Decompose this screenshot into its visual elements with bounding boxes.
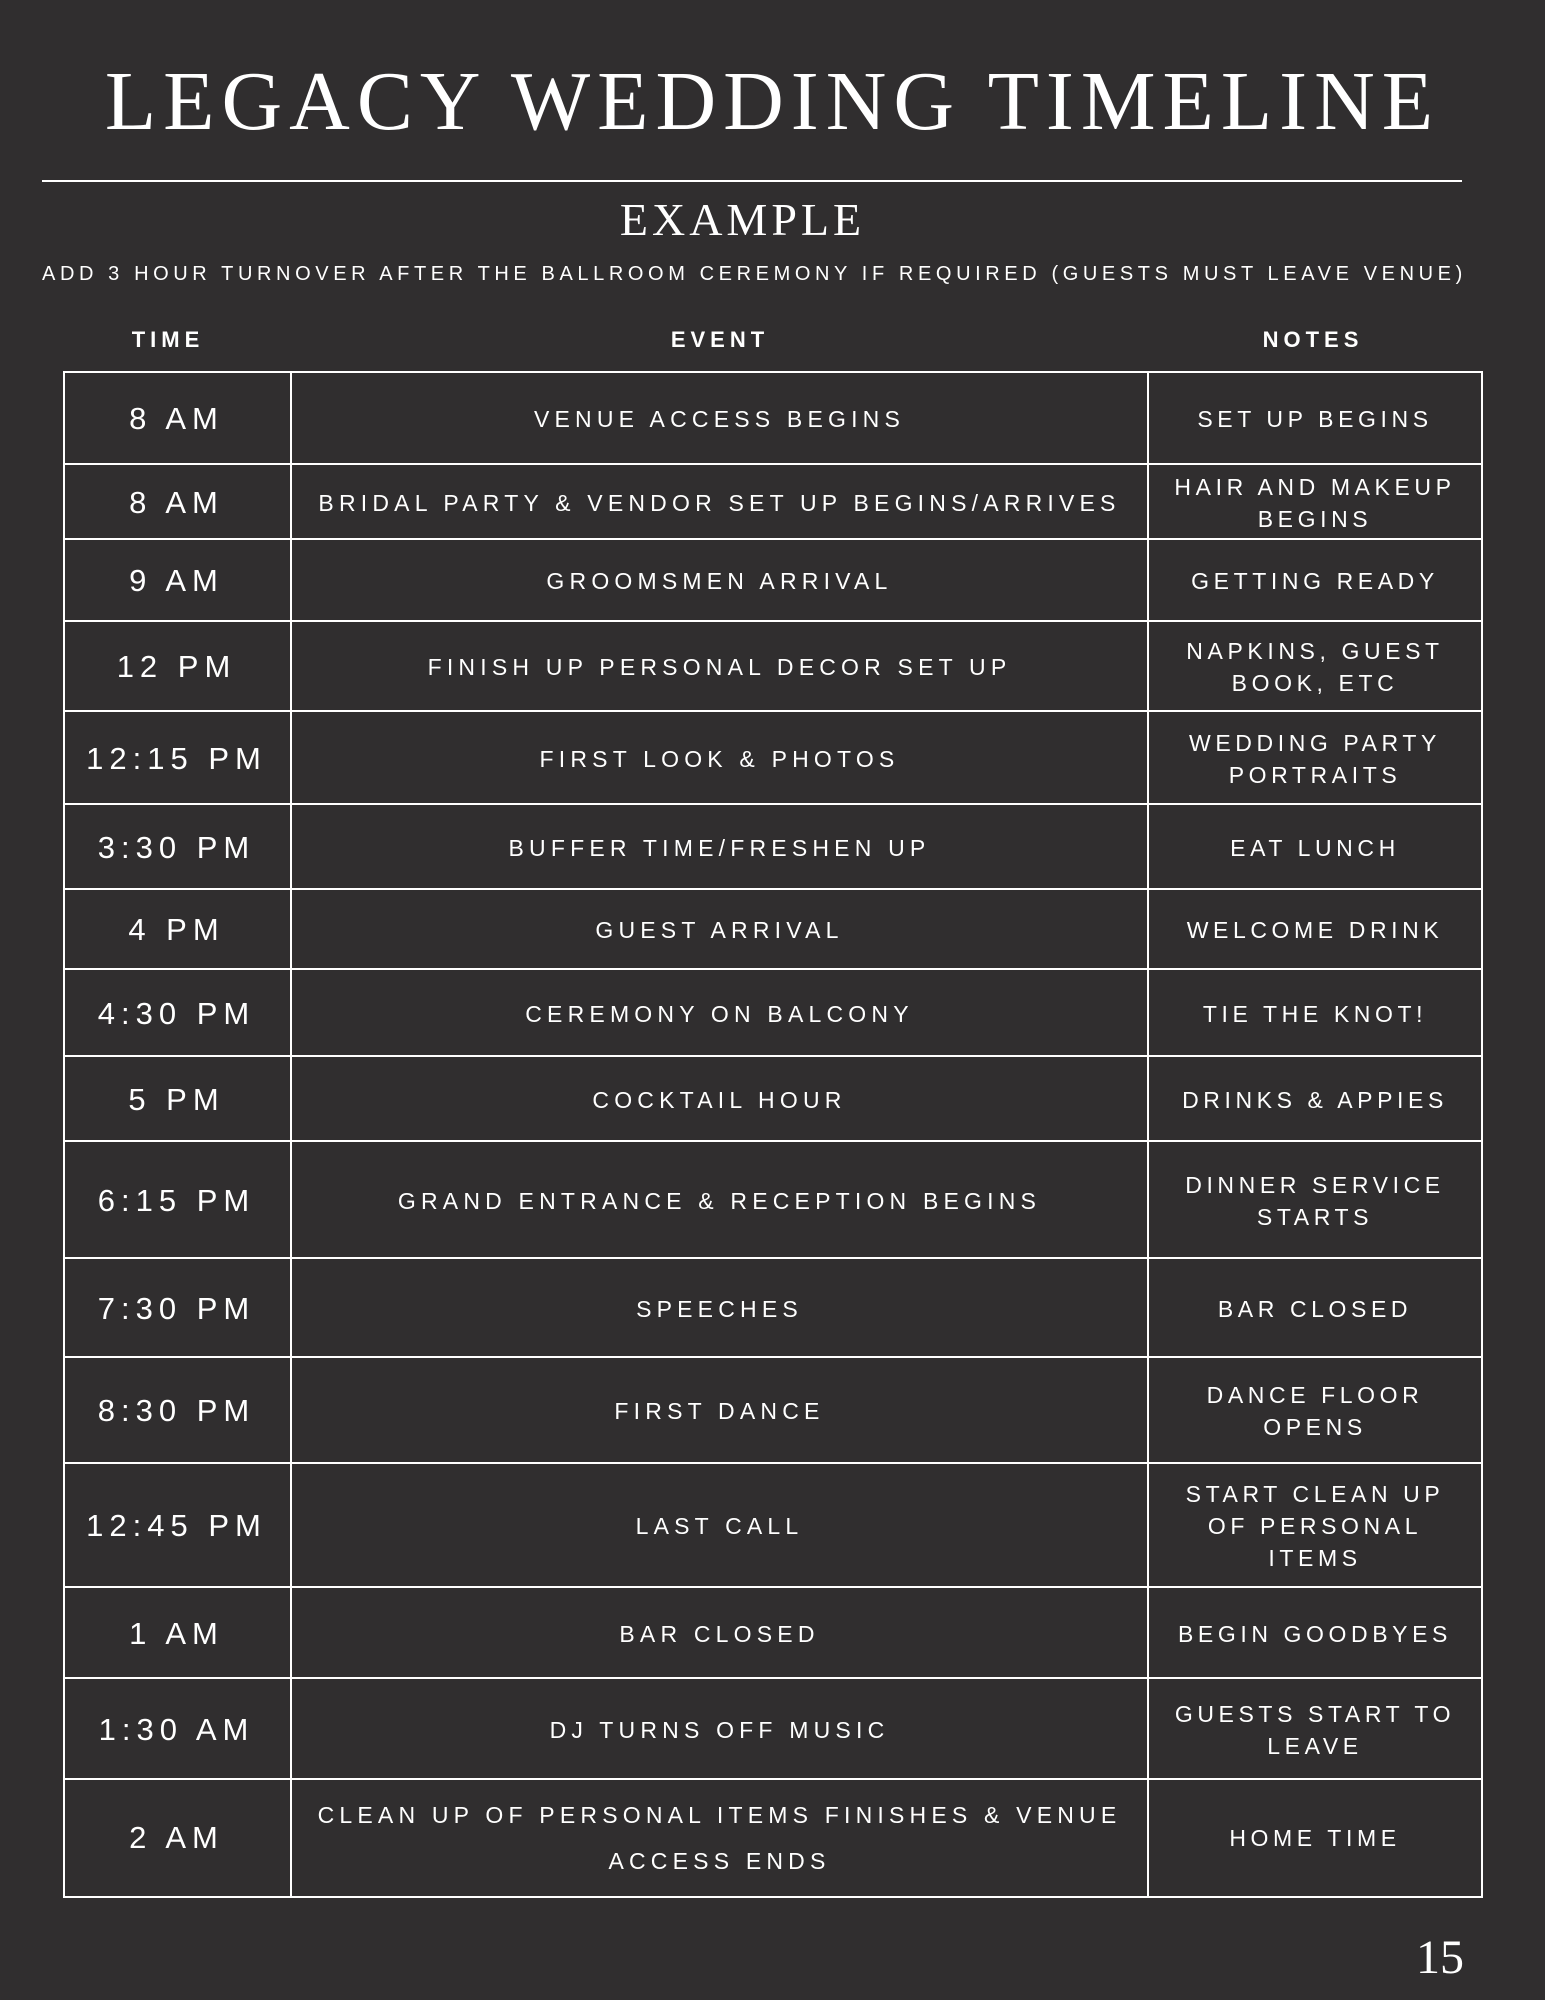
table-row: [63, 1057, 1483, 1142]
notes-cell: BEGIN GOODBYES: [1177, 1620, 1452, 1647]
column-header-notes: NOTES: [1262, 327, 1364, 352]
time-cell: 12:15 PM: [86, 740, 267, 776]
table-row: [63, 1464, 1483, 1588]
table-row: [63, 1679, 1483, 1780]
notes-cell: NAPKINS, GUEST BOOK, ETC: [1186, 638, 1444, 696]
notes-cell: EAT LUNCH: [1230, 834, 1400, 861]
time-cell: 5 PM: [128, 1081, 225, 1117]
event-cell: COCKTAIL HOUR: [592, 1086, 847, 1113]
notes-cell: GUESTS START TO LEAVE: [1174, 1700, 1456, 1759]
event-cell: VENUE ACCESS BEGINS: [533, 406, 906, 432]
page-title: LEGACY WEDDING TIMELINE: [104, 55, 1441, 148]
table-row: [63, 1259, 1483, 1358]
notes-cell: DRINKS & APPIES: [1182, 1086, 1448, 1113]
page-number: 15: [1416, 1931, 1464, 1984]
time-cell: 3:30 PM: [97, 829, 256, 865]
time-cell: 8 AM: [129, 401, 224, 436]
column-header-event: EVENT: [670, 327, 770, 352]
notes-cell: SET UP BEGINS: [1197, 406, 1433, 432]
event-cell: FIRST LOOK & PHOTOS: [539, 745, 900, 772]
notes-cell: BAR CLOSED: [1217, 1295, 1413, 1322]
table-row: [63, 1358, 1483, 1464]
event-cell: DJ TURNS OFF MUSIC: [549, 1716, 890, 1743]
time-cell: 7:30 PM: [97, 1290, 256, 1326]
time-cell: 1:30 AM: [98, 1711, 255, 1747]
time-cell: 4 PM: [128, 912, 225, 947]
notes-cell: GETTING READY: [1191, 568, 1439, 594]
time-cell: 12:45 PM: [86, 1508, 267, 1543]
event-cell: GRAND ENTRANCE & RECEPTION BEGINS: [397, 1187, 1042, 1214]
time-cell: 2 AM: [129, 1820, 224, 1855]
time-cell: 6:15 PM: [97, 1182, 256, 1218]
time-cell: 4:30 PM: [97, 995, 256, 1031]
column-header-time: TIME: [131, 327, 205, 352]
time-cell: 1 AM: [129, 1615, 224, 1651]
table-row: [63, 970, 1483, 1057]
time-cell: 8:30 PM: [97, 1393, 256, 1428]
event-cell: GROOMSMEN ARRIVAL: [546, 568, 893, 594]
event-cell: CEREMONY ON BALCONY: [525, 1000, 914, 1027]
table-row: [63, 890, 1483, 970]
time-cell: 12 PM: [116, 649, 237, 684]
table-row: [63, 1142, 1483, 1259]
table-row: [63, 622, 1483, 712]
event-cell: LAST CALL: [635, 1513, 804, 1539]
notes-cell: HAIR AND MAKEUP BEGINS: [1174, 473, 1456, 532]
notes-cell: START CLEAN UP OF PERSONAL ITEMS: [1185, 1481, 1445, 1571]
time-cell: 9 AM: [129, 563, 224, 598]
table-row: [63, 805, 1483, 890]
notes-cell: HOME TIME: [1229, 1825, 1401, 1851]
event-cell: BRIDAL PARTY & VENDOR SET UP BEGINS/ARRIVES: [318, 489, 1121, 516]
event-cell: CLEAN UP OF PERSONAL ITEMS FINISHES & VENUE ACCESS ENDS: [317, 1802, 1122, 1874]
table-row: [63, 712, 1483, 805]
table-row: [63, 465, 1483, 540]
event-cell: GUEST ARRIVAL: [595, 917, 844, 943]
page-subtitle: EXAMPLE: [619, 194, 866, 245]
event-cell: SPEECHES: [636, 1295, 803, 1322]
turnover-note: ADD 3 HOUR TURNOVER AFTER THE BALLROOM CEREMONY IF REQUIRED (GUESTS MUST LEAVE VENUE): [42, 263, 1467, 285]
table-row: [63, 373, 1483, 465]
table-row: [63, 540, 1483, 622]
event-cell: FIRST DANCE: [614, 1398, 825, 1424]
table-row: [63, 1588, 1483, 1679]
time-cell: 8 AM: [129, 484, 224, 520]
event-cell: FINISH UP PERSONAL DECOR SET UP: [427, 654, 1012, 680]
table-row: [63, 1780, 1483, 1896]
event-cell: BUFFER TIME/FRESHEN UP: [508, 834, 931, 861]
title-divider: [42, 180, 1462, 182]
notes-cell: TIE THE KNOT!: [1202, 1000, 1428, 1027]
event-cell: BAR CLOSED: [619, 1620, 820, 1647]
notes-cell: WELCOME DRINK: [1186, 917, 1444, 943]
notes-cell: DINNER SERVICE STARTS: [1185, 1171, 1445, 1230]
notes-cell: WEDDING PARTY PORTRAITS: [1189, 729, 1441, 788]
notes-cell: DANCE FLOOR OPENS: [1206, 1382, 1424, 1440]
